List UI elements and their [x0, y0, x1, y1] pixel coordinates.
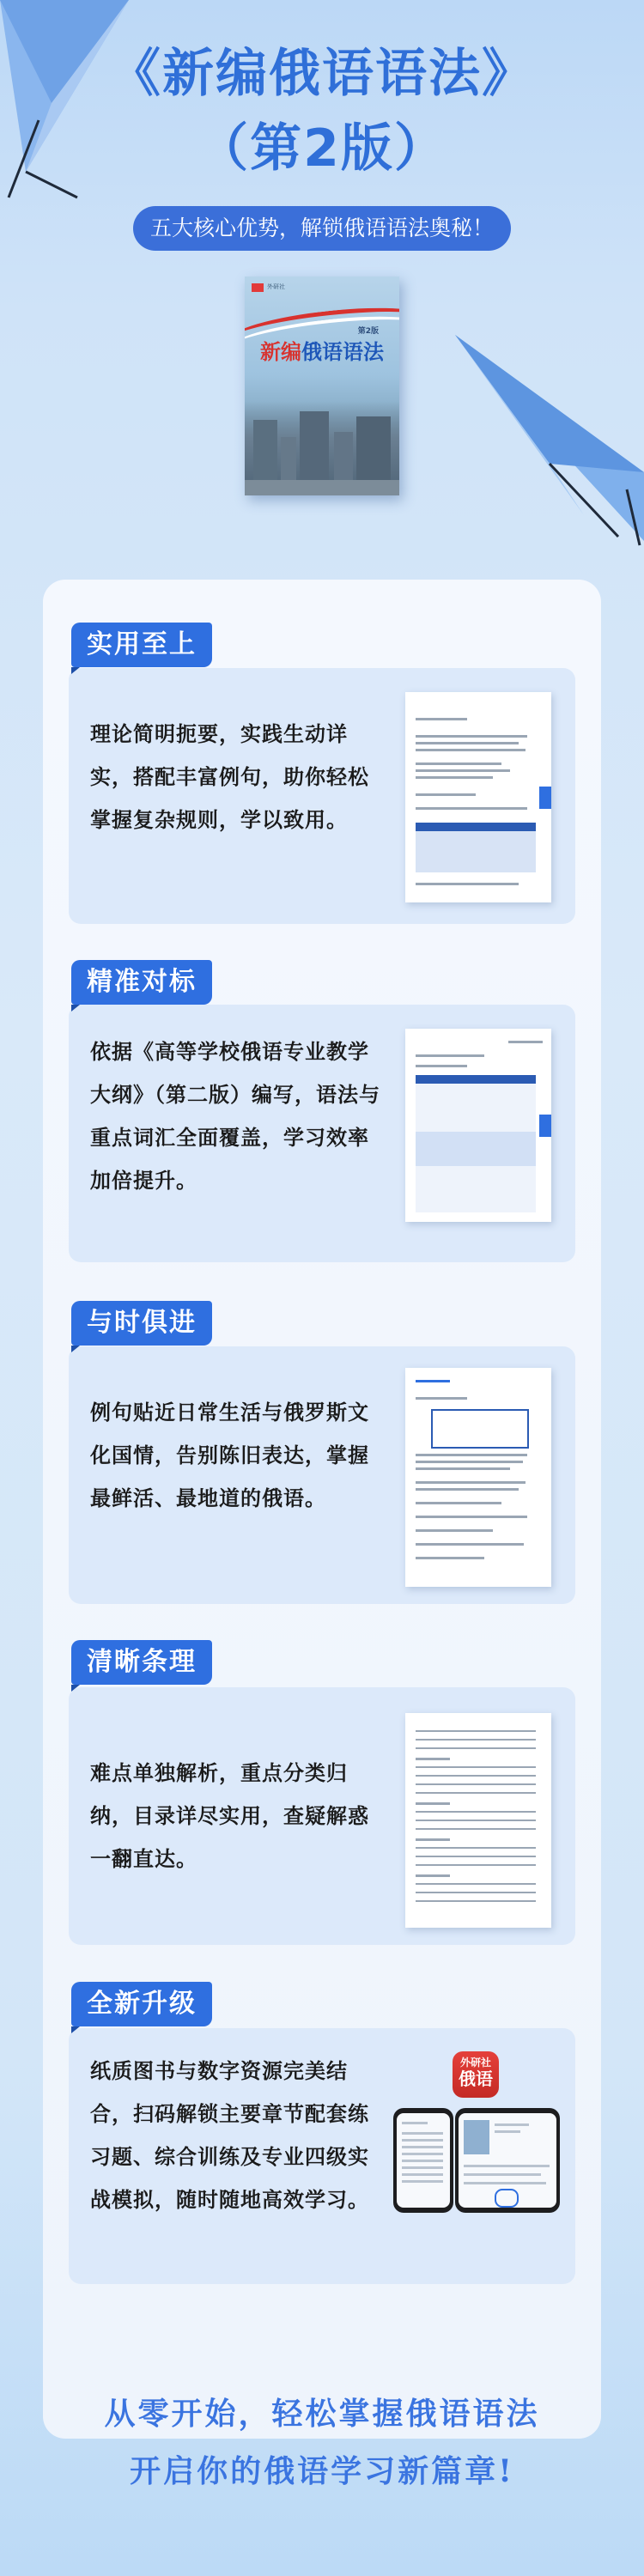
publisher-name: 外研社 [267, 283, 285, 290]
feature-card [69, 668, 575, 924]
book-title: 新编俄语语法 [260, 340, 384, 364]
section-label-upgrade: 全新升级 [71, 1982, 212, 2026]
paper-plane-right-icon [447, 318, 644, 550]
sample-page-image [405, 1713, 551, 1928]
phone-screenshot [393, 2108, 453, 2213]
footer-slogan-line1: 从零开始，轻松掌握俄语语法 [104, 2396, 540, 2432]
book-edition: 第2版 [357, 327, 379, 336]
sample-page-image [405, 692, 551, 902]
subtitle-banner: 五大核心优势，解锁俄语语法奥秘！ [133, 206, 511, 251]
app-icon: 外研社 俄语 [453, 2051, 499, 2098]
section-label-practical: 实用至上 [71, 623, 212, 667]
section-label-precise: 精准对标 [71, 960, 212, 1005]
sample-page-image [405, 1029, 551, 1222]
page-title-edition: （第2版） [197, 118, 447, 179]
section-label-modern: 与时俱进 [71, 1301, 212, 1346]
book-cover [245, 276, 399, 495]
footer-slogan-line2: 开启你的俄语学习新篇章! [130, 2453, 514, 2489]
page-title: 《新编俄语语法》 [109, 44, 535, 104]
phone-screenshot-wide [455, 2108, 560, 2213]
feature-text: 依据《高等学校俄语专业教学大纲》（第二版）编写，语法与重点词汇全面覆盖，学习效率加倍提升。 [90, 1039, 380, 1193]
publisher-logo-icon [252, 283, 264, 292]
section-label-clear: 清晰条理 [71, 1640, 212, 1685]
feature-card [69, 1687, 575, 1945]
sample-page-image [405, 1368, 551, 1587]
feature-card [69, 1346, 575, 1604]
feature-text: 难点单独解析，重点分类归纳，目录详尽实用，查疑解惑一翻直达。 [90, 1760, 369, 1871]
feature-card [69, 1005, 575, 1262]
feature-text: 例句贴近日常生活与俄罗斯文化国情，告别陈旧表达，掌握最鲜活、最地道的俄语。 [90, 1400, 369, 1510]
feature-text: 纸质图书与数字资源完美结合，扫码解锁主要章节配套练习题、综合训练及专业四级实战模拟，随时随地高效学习。 [90, 2058, 369, 2212]
feature-text: 理论简明扼要，实践生动详实，搭配丰富例句，助你轻松掌握复杂规则，学以致用。 [90, 721, 369, 832]
